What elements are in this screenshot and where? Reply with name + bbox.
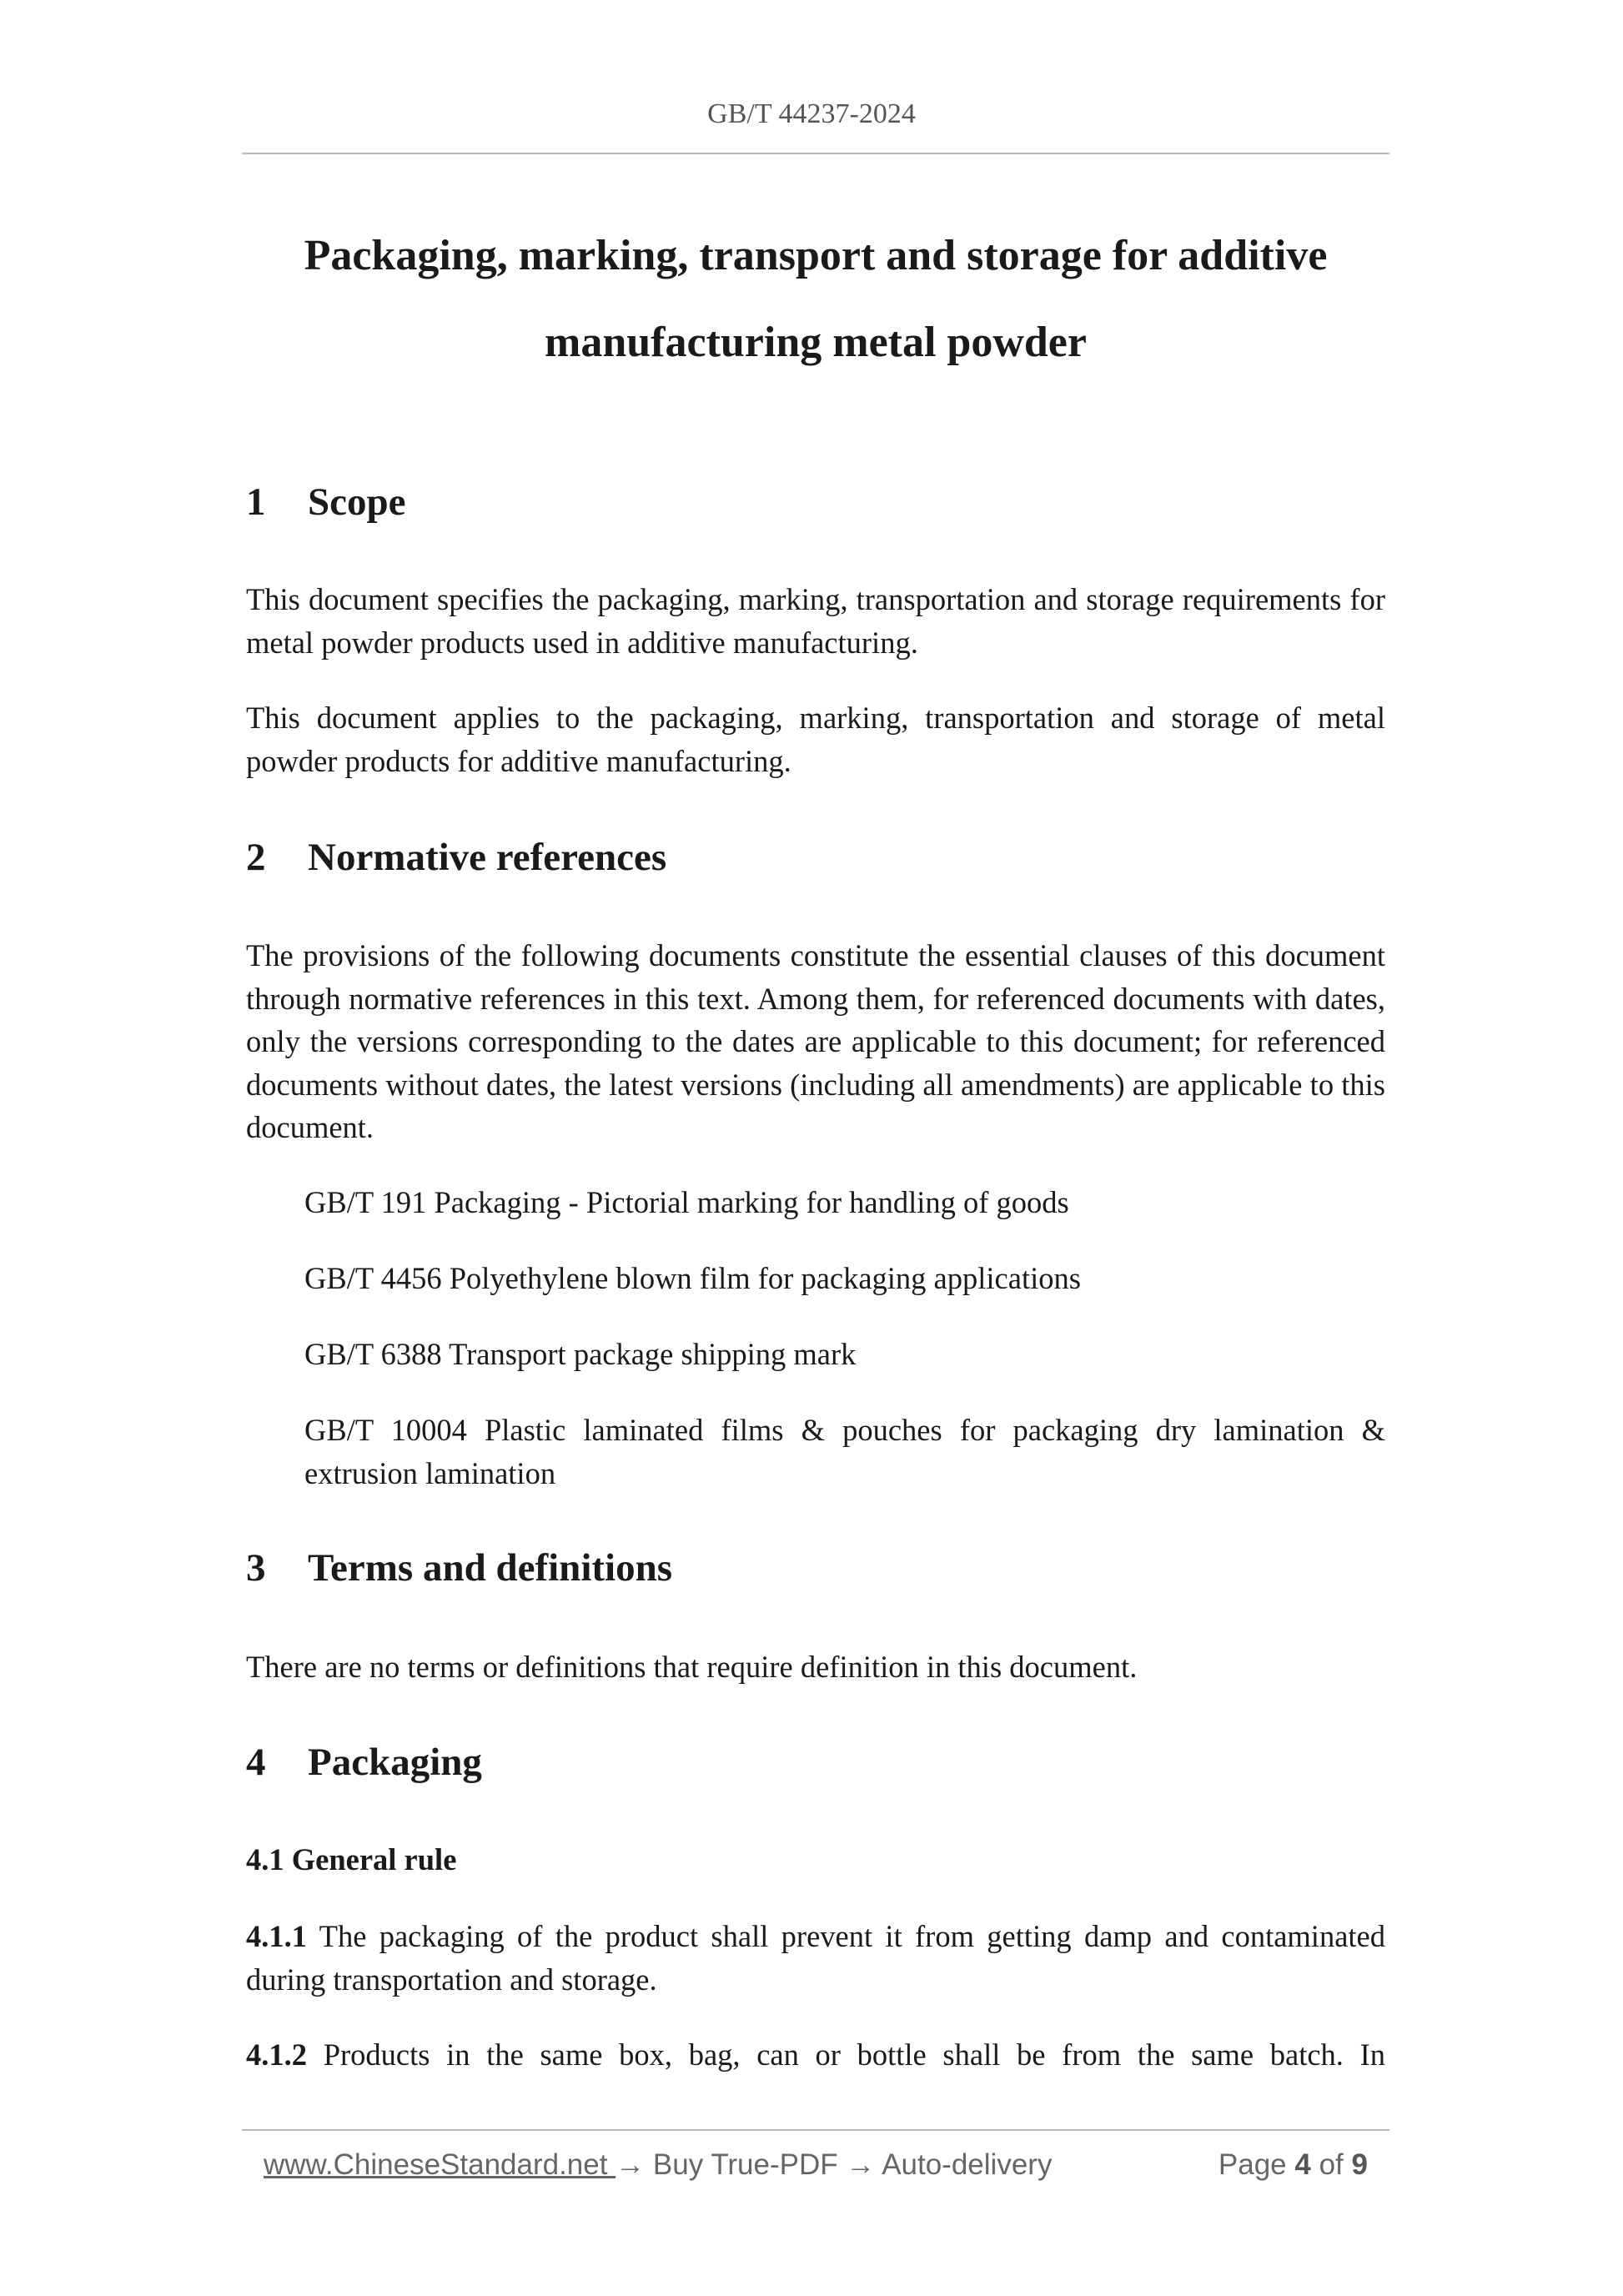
arrow-icon: →: [846, 2148, 876, 2181]
clause-4-1-1: [246, 1915, 1385, 2001]
section-3-heading: [246, 1543, 672, 1593]
section-number: 3: [246, 1546, 266, 1590]
clause-number: 4.1.1: [246, 1919, 307, 1953]
clause-4-1-2: [246, 2033, 1385, 2077]
scope-paragraph-1: This document specifies the packaging, marking, transportation and storage requirements for metal powder products used in additive manufacturing.: [246, 582, 1385, 660]
section-title: Packaging: [308, 1741, 482, 1784]
document-title: [246, 213, 1385, 386]
reference-item: GB/T 191 Packaging - Pictorial marking for handling of goods: [304, 1185, 1069, 1219]
page-current: 4: [1294, 2148, 1311, 2181]
clause-number: 4.1.2: [246, 2037, 307, 2072]
reference-item: GB/T 6388 Transport package shipping mark: [304, 1337, 857, 1371]
site-link[interactable]: www.ChineseStandard.net: [264, 2148, 616, 2181]
page-total: 9: [1351, 2148, 1368, 2181]
clause-text: The packaging of the product shall prevent it from getting damp and contaminated during transportation and storage.: [246, 1919, 1385, 1997]
scope-paragraph-2: This document applies to the packaging, marking, transportation and storage of metal powder products for additive manufacturing.: [246, 701, 1385, 778]
section-title: Terms and definitions: [308, 1546, 673, 1590]
buy-pdf-text: Buy True-PDF: [652, 2148, 838, 2181]
page-label: Page: [1218, 2148, 1287, 2181]
auto-delivery-text: Auto-delivery: [882, 2148, 1053, 2181]
section-number: 4: [246, 1741, 266, 1784]
footer-divider: [242, 2129, 1389, 2131]
header-doc-code: GB/T 44237-2024: [707, 98, 916, 129]
reference-item: GB/T 10004 Plastic laminated films & pouches for packaging dry lamination & extrusion lamination: [304, 1413, 1385, 1490]
page-indicator: [1219, 2148, 1368, 2182]
reference-item: GB/T 4456 Polyethylene blown film for packaging applications: [304, 1261, 1081, 1295]
section-1-heading: [246, 477, 406, 527]
section-4-heading: [246, 1737, 482, 1787]
normative-intro-paragraph: The provisions of the following documents constitute the essential clauses of this document through normative references in this text. Among them, for referenced documents with dates, only the versions corresponding to the dates are applicable to this document; for referenced documents without dates, the latest versions (including all amendments) are applicable to this document.: [246, 938, 1385, 1144]
header-divider: [242, 153, 1389, 154]
title-line-1: Packaging, marking, transport and storage for additive: [304, 232, 1328, 279]
of-label: of: [1319, 2148, 1344, 2181]
subsection-4-1-heading: 4.1 General rule: [246, 1842, 457, 1876]
terms-paragraph: There are no terms or definitions that require definition in this document.: [246, 1650, 1138, 1684]
section-number: 1: [246, 480, 266, 524]
clause-text: Products in the same box, bag, can or bottle shall be from the same batch. In: [323, 2037, 1386, 2072]
title-line-2: manufacturing metal powder: [545, 319, 1087, 366]
arrow-icon: →: [616, 2148, 646, 2181]
section-title: Scope: [308, 480, 406, 524]
section-number: 2: [246, 836, 266, 879]
section-title: Normative references: [308, 836, 667, 879]
section-2-heading: [246, 832, 666, 882]
page-footer: [0, 2148, 1623, 2190]
